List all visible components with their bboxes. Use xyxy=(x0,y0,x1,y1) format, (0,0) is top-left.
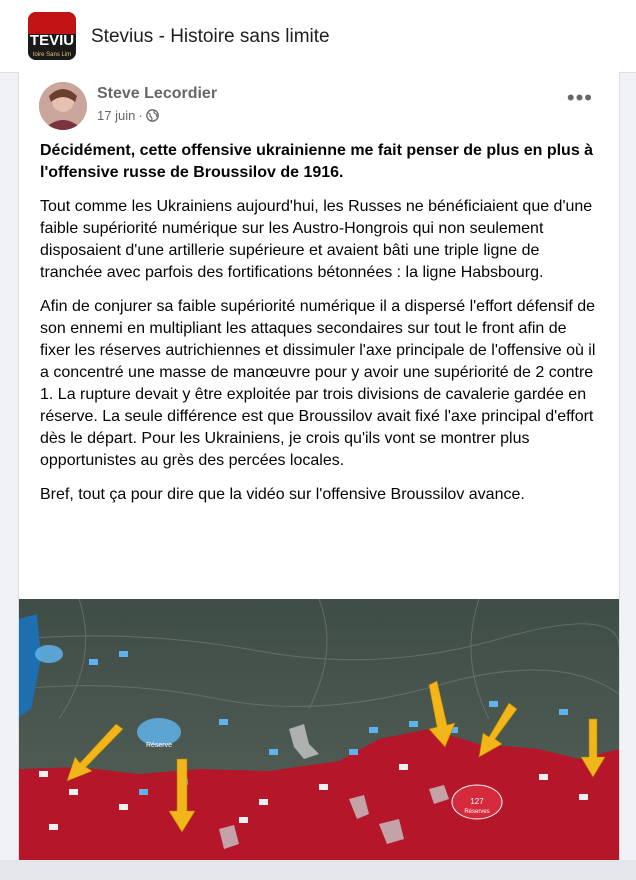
logo-text: TEVIU xyxy=(29,32,75,49)
post-image-map[interactable] xyxy=(19,599,619,872)
post-date[interactable]: 17 juin xyxy=(97,108,136,123)
post-author[interactable]: Steve Lecordier xyxy=(97,85,218,102)
post-meta xyxy=(97,108,159,123)
reserve-label-russian: Réserves xyxy=(464,809,490,815)
post-card xyxy=(18,72,620,872)
page-header xyxy=(0,0,636,73)
avatar[interactable] xyxy=(39,82,87,130)
reserve-label-left: Réserve xyxy=(145,742,173,749)
post-body xyxy=(40,140,600,518)
reserve-count-label: 127 xyxy=(470,797,484,806)
avatar-image xyxy=(39,82,87,130)
globe-icon xyxy=(146,109,159,122)
post-paragraph-3: Bref, tout ça pour dire que la vidéo sur l'offensive Broussilov avance. xyxy=(40,486,525,503)
post-paragraph-1: Tout comme les Ukrainiens aujourd'hui, les Russes ne bénéficiaient que d'une faible supériorité numérique sur les Austro-Hongrois qui non seulement disposaient d'une artillerie supérieure et avaient bâti une triple ligne de tranchée avec parfois des fortifications bétonnées : la ligne Habsbourg. xyxy=(40,198,593,281)
post-paragraph-2: Afin de conjurer sa faible supériorité numérique il a dispersé l'effort défensif de son ennemi en multipliant les attaques secondaires sur tout le front afin de fixer les réserves autrichiennes et dissimuler l'axe principale de l'offensive où il a concentré une masse de manœuvre pour y avoir une supériorité de 2 contre 1. La rupture devait y être exploitée par trois divisions de cavalerie gardée en réserve. La seule différence est que Broussilov avait fixé l'axe principal d'effort dès le départ. Pour les Ukrainiens, je crois qu'ils vont se montrer plus opportunistes au grès des percées locales. xyxy=(40,298,596,469)
reserve-zone-top xyxy=(35,645,63,663)
battle-map xyxy=(19,599,619,872)
page-name[interactable]: Stevius - Histoire sans limite xyxy=(91,26,330,47)
page-bottom-strip xyxy=(0,860,636,880)
more-options-icon[interactable]: ••• xyxy=(566,85,593,110)
post-headline: Décidément, cette offensive ukrainienne me fait penser de plus en plus à l'offensive russe de Broussilov de 1916. xyxy=(40,142,594,181)
page-logo-image xyxy=(28,12,76,60)
page-logo[interactable] xyxy=(28,12,76,60)
meta-separator: · xyxy=(138,108,143,123)
logo-subtext: toire Sans Lim xyxy=(32,52,72,58)
